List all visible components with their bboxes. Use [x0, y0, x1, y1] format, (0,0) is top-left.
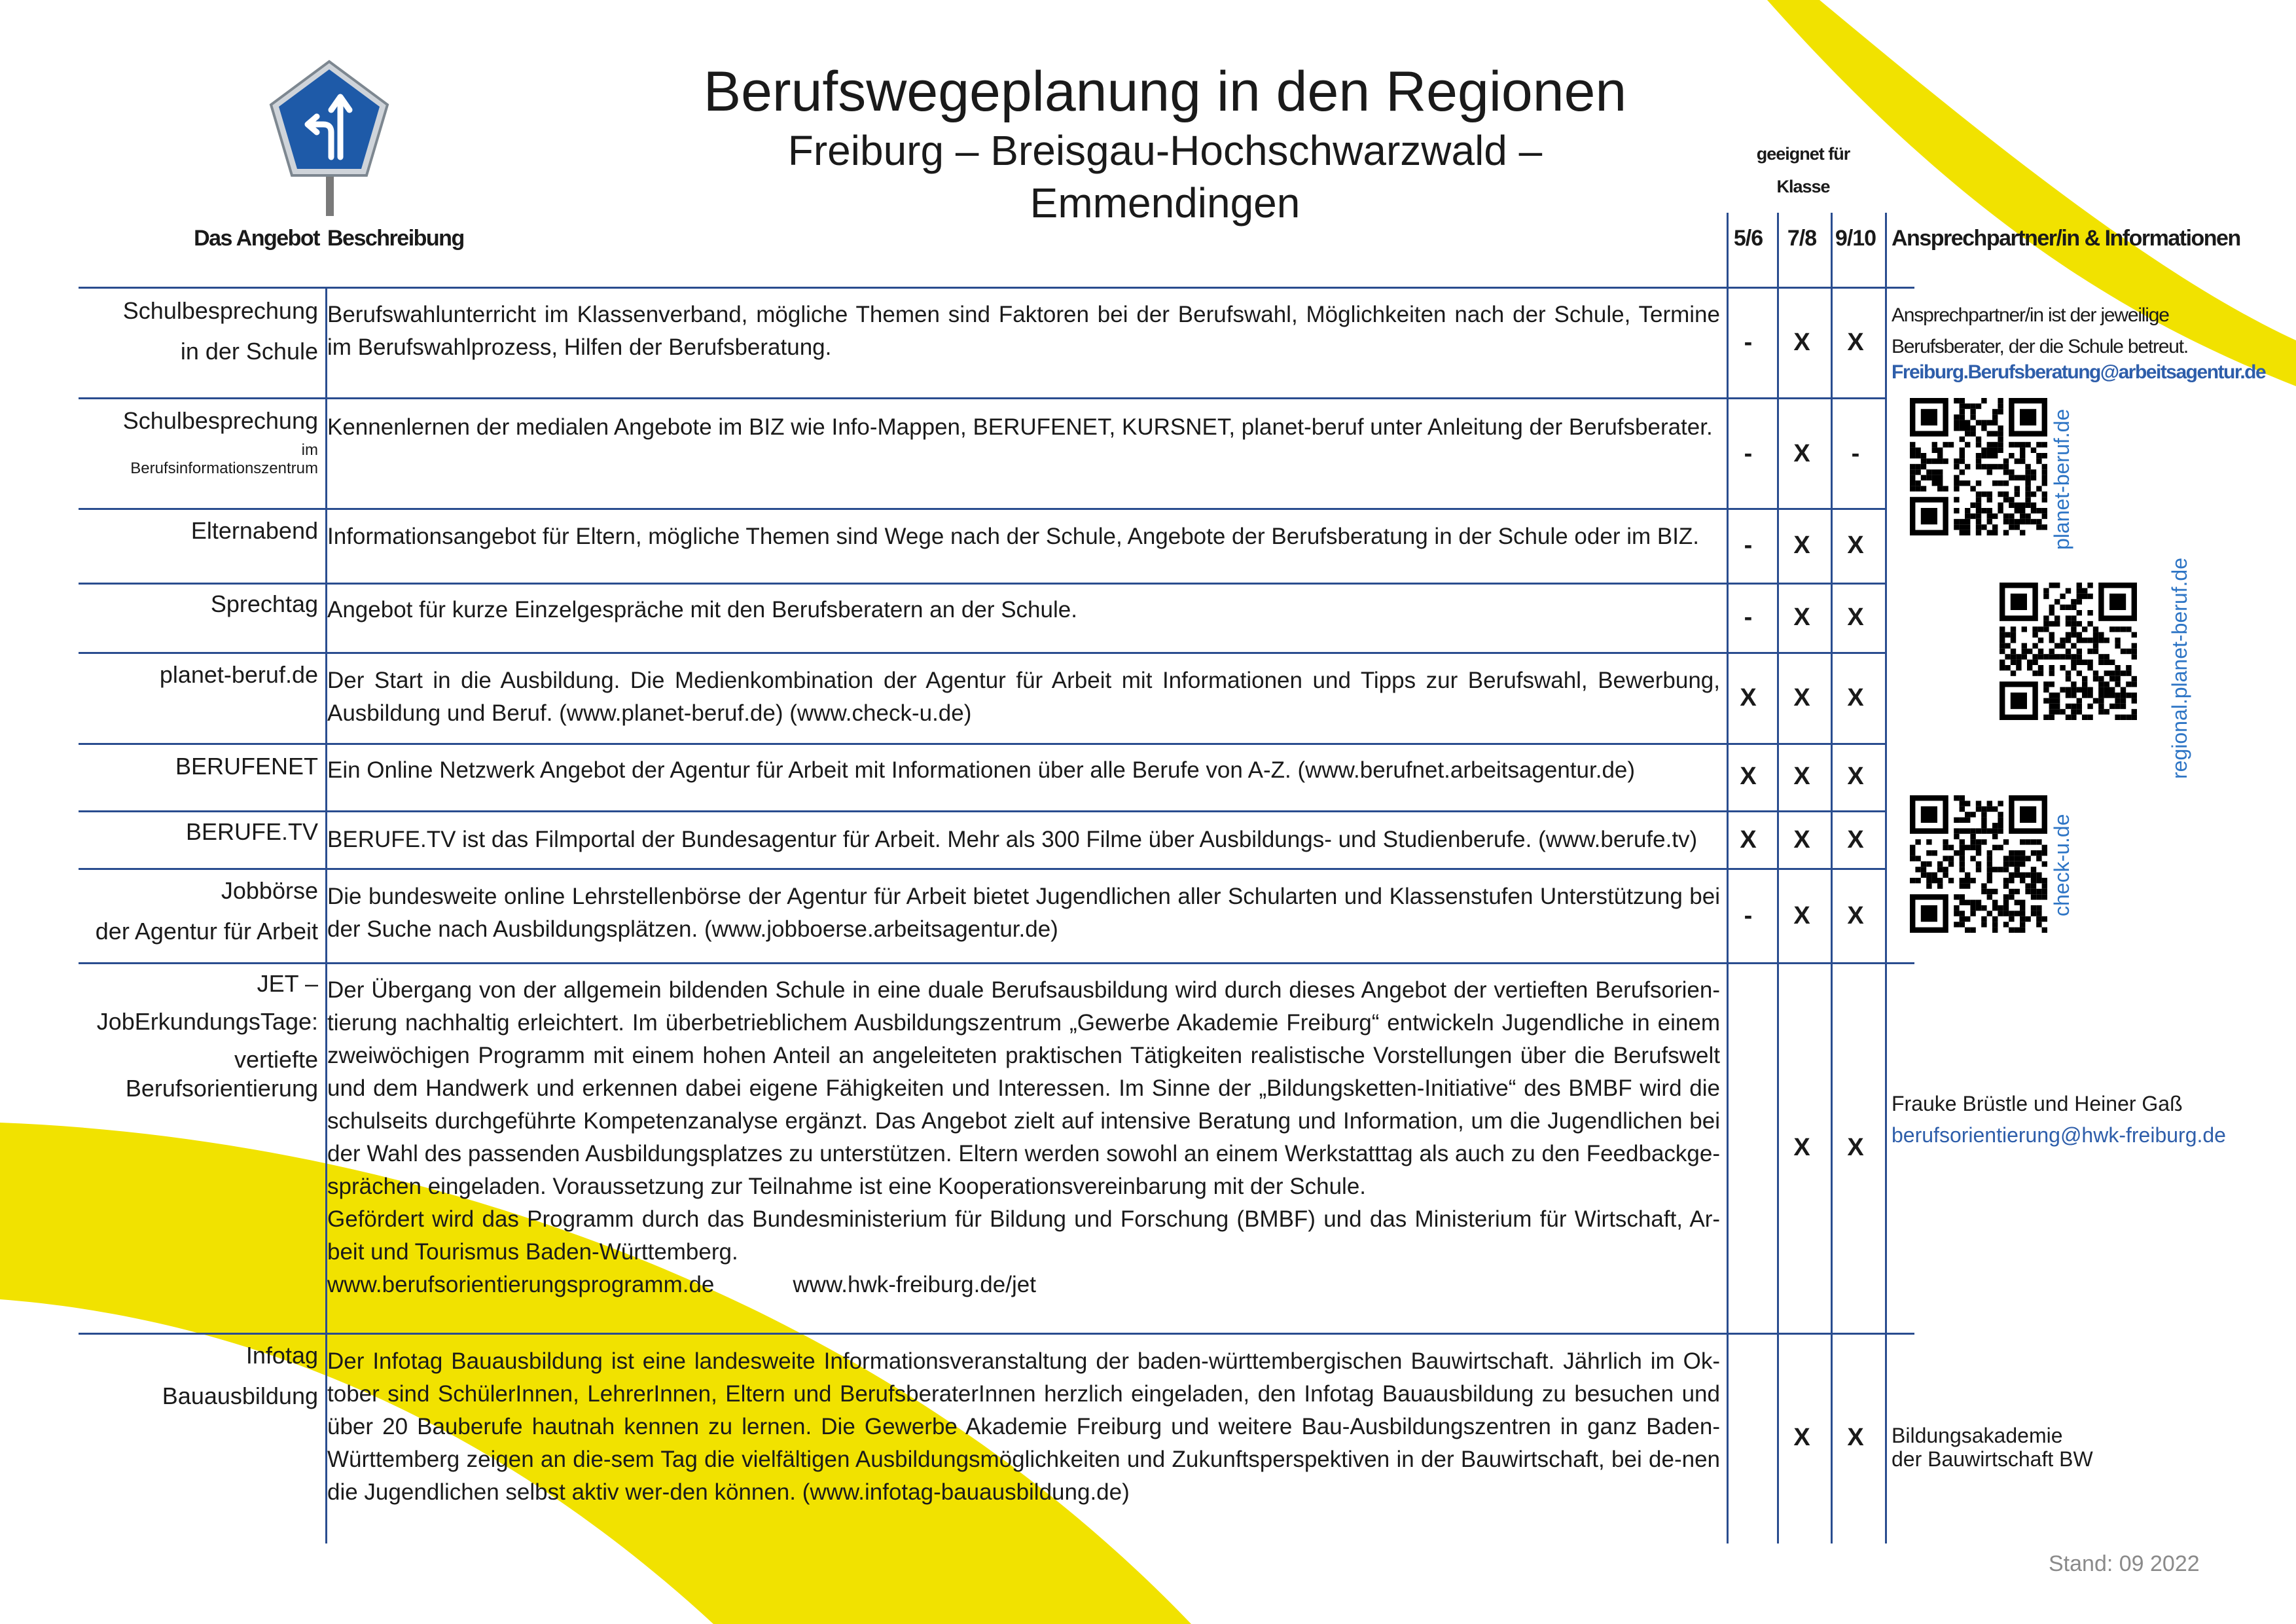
mark-k910: X [1847, 604, 1864, 631]
row-divider [79, 962, 1914, 964]
row-name: JET – JobErkundungsTage: vertiefte Berufsorientierung [96, 970, 318, 1102]
jet-urls [327, 1269, 1720, 1301]
bau-contact: Bildungsakademie der Bauwirtschaft BW [1892, 1424, 2093, 1471]
title-main: Berufswegeplanung in den Regionen [703, 60, 1627, 123]
mark-k910: X [1847, 329, 1864, 356]
mark-k78: X [1793, 532, 1810, 559]
mark-k910: X [1847, 532, 1864, 559]
page-title [655, 59, 1676, 229]
row-divider [79, 652, 1885, 654]
qr-code-check-u[interactable] [1910, 795, 2047, 933]
row-description: Kennenlernen der medialen Angebote im BIZ wie Info-Mappen, BERUFENET, KURSNET, planet-beruf unter Anleitung der Berufsberater. [327, 414, 1713, 440]
row-divider [79, 583, 1885, 585]
row-name: BERUFENET [175, 753, 318, 780]
berufsberatung-contact: Ansprechpartner/in ist der jeweilige Berufsberater, der die Schule betreut. Freiburg.Berufsberatung@arbeitsagentur.de [1892, 304, 2266, 383]
mark-k56: X [1740, 684, 1757, 712]
row-name: BERUFE.TV [185, 818, 318, 845]
row-divider [79, 868, 1885, 870]
mark-k910: - [1851, 440, 1860, 467]
row-divider [79, 810, 1885, 812]
qr-label-check-u[interactable]: check-u.de [2050, 814, 2073, 916]
mark-k78: X [1793, 826, 1810, 854]
row-divider [79, 743, 1885, 745]
qr-label-planet[interactable]: planet-beruf.de [2050, 408, 2073, 550]
row-description: Der Start in die Ausbildung. Die Medienkombination der Agentur für Arbeit mit Informationen und Tipps zur Berufswahl, Bewerbung, Ausbildung und Beruf. (www.planet-beruf.de) (www.check-u.de) [327, 668, 1720, 726]
mark-k56: - [1744, 329, 1753, 356]
mark-k910: X [1847, 684, 1864, 712]
column-divider [1831, 213, 1833, 1543]
mark-k910: X [1847, 1424, 1864, 1451]
row-name: Elternabend [190, 517, 318, 544]
jet-contact: Frauke Brüstle und Heiner Gaß berufsorientierung@hwk-freiburg.de [1892, 1090, 2226, 1149]
row-name: Schulbesprechung im Berufsinformationszentrum [122, 407, 318, 477]
mark-k78: X [1793, 604, 1810, 631]
stand-date: Stand: 09 2022 [2049, 1551, 2200, 1576]
column-divider [1885, 213, 1887, 1543]
row-name: Schulbesprechung in der Schule [122, 297, 318, 365]
url-link[interactable]: www.hwk-freiburg.de/jet [793, 1272, 1036, 1297]
row-description: Informationsangebot für Eltern, mögliche Themen sind Wege nach der Schule, Angebote der Berufsberatung in der Schule oder im BIZ. [327, 524, 1700, 549]
row-name: planet-beruf.de [159, 661, 318, 688]
row-divider [79, 1333, 1914, 1335]
mark-k78: X [1793, 1134, 1810, 1161]
mark-k56: - [1744, 604, 1753, 631]
email-link[interactable]: Freiburg.Berufsberatung@arbeitsagentur.de [1892, 361, 2266, 383]
mark-k78: X [1793, 763, 1810, 790]
mark-k910: X [1847, 902, 1864, 929]
mark-k910: X [1847, 826, 1864, 854]
qr-code-planet-beruf[interactable] [1910, 398, 2047, 535]
row-description: BERUFE.TV ist das Filmportal der Bundesagentur für Arbeit. Mehr als 300 Filme über Ausbildungs- und Studienberufe. (www.berufe.tv) [327, 827, 1698, 852]
mark-k56: X [1740, 763, 1757, 790]
column-divider [1727, 213, 1729, 1543]
mark-k78: X [1793, 902, 1810, 929]
header-ansprechpartner: Ansprechpartner/in & Informationen [1892, 226, 2240, 251]
row-name: Jobbörse der Agentur für Arbeit [95, 877, 318, 945]
row-description: Der Übergang von der allgemein bildenden Schule in eine duale Berufsausbildung wird durch dieses Angebot der vertieften Berufsorien-tierung nachhaltig erleichtert. Im überbetrieblichem Ausbildungszentrum „Gewerbe Akademie Freiburg“ entwickeln Jugendliche in einem zweiwöchigen Programm mit einem hohen Anteil an angeleiteten praktischen Tätigkeiten realistische Vorstellungen über die Berufswelt und dem Handwerk und erkennen dabei eigene Fähigkeiten und Interessen. Im Sinne der „Bildungsketten-Initiative“ des BMBF wird die schulseits durchgeführte Kompetenzanalyse ergänzt. Das Angebot zielt auf intensive Beratung und Information, um die Jugendlichen bei der Wahl des passenden Ausbildungsplatzes zu unterstützen. Eltern werden sowohl an einem Werkstatttag als auch zu den Feedbackge-sprächen eingeladen. Voraussetzung zur Teilnahme ist eine Kooperationsvereinbarung mit der Schule. Gefördert wird das Programm durch das Bundesministerium für Bildung und Forschung (BMBF) und das Ministerium für Wirtschaft, Ar-beit und Tourismus Baden-Württemberg. www.berufsorientierungsprogramm.de www.hwk-freiburg.de/jet [327, 974, 1720, 1301]
road-sign-icon [267, 59, 391, 216]
row-name: Infotag Bauausbildung [162, 1342, 318, 1409]
row-divider [79, 508, 1885, 510]
qr-code-regional[interactable] [2000, 583, 2137, 720]
column-divider [1777, 213, 1779, 1543]
geeignet-label: geeignet für Klasse [1756, 144, 1850, 196]
row-description: Angebot für kurze Einzelgespräche mit den Berufsberatern an der Schule. [327, 597, 1077, 623]
mark-k910: X [1847, 1134, 1864, 1161]
mark-k78: X [1793, 329, 1810, 356]
row-divider [79, 287, 1914, 289]
row-description: Ein Online Netzwerk Angebot der Agentur für Arbeit mit Informationen über alle Berufe von A-Z. (www.berufnet.arbeitsagentur.de) [327, 757, 1636, 783]
mark-k910: X [1847, 763, 1864, 790]
mark-k56: - [1744, 440, 1753, 467]
header-k78: 7/8 [1787, 226, 1817, 251]
row-description: Der Infotag Bauausbildung ist eine landesweite Informationsveranstaltung der baden-württembergischen Bauwirtschaft. Jährlich im Ok-tober sind SchülerInnen, LehrerInnen, Eltern und BerufsberaterInnen herzlich eingeladen, den Infotag Bauausbildung zu besuchen und über 20 Bauberufe hautnah kennen zu lernen. Die Gewerbe Akademie Freiburg und weitere Bau-Ausbildungszentren in ganz Baden-Württemberg zeigen an die-sem Tag die vielfältigen Ausbildungsmöglichkeiten und Zukunftsperspektiven in der Bauwirtschaft, bei de-nen die Jugendlichen selbst aktiv wer-den können. (www.infotag-bauausbildung.de) [327, 1348, 1720, 1505]
url-link[interactable]: www.berufsorientierungsprogramm.de [327, 1272, 715, 1297]
row-description: Berufswahlunterricht im Klassenverband, mögliche Themen sind Faktoren bei der Berufswahl, Möglichkeiten nach der Schule, Termine im Berufswahlprozess, Hilfen der Berufsberatung. [327, 302, 1720, 360]
row-name: Sprechtag [210, 590, 318, 617]
row-divider [79, 397, 1885, 399]
header-angebot: Das Angebot [194, 226, 319, 251]
header-beschreibung: Beschreibung [327, 226, 464, 251]
mark-k56: X [1740, 826, 1757, 854]
mark-k78: X [1793, 1424, 1810, 1451]
email-link[interactable]: berufsorientierung@hwk-freiburg.de [1892, 1123, 2226, 1147]
title-sub: Freiburg – Breisgau-Hochschwarzwald – Emmendingen [787, 127, 1543, 226]
mark-k56: - [1744, 902, 1753, 929]
header-k910: 9/10 [1835, 226, 1876, 251]
mark-k56: - [1744, 532, 1753, 559]
row-description: Die bundesweite online Lehrstellenbörse der Agentur für Arbeit bietet Jugendlichen aller Schularten und Klassenstufen Unterstützung bei der Suche nach Ausbildungsplätzen. (www.jobboerse.arbeitsagentur.de) [327, 884, 1720, 942]
header-k56: 5/6 [1733, 226, 1763, 251]
mark-k78: X [1793, 684, 1810, 712]
qr-label-regional[interactable]: regional.planet-beruf.de [2168, 557, 2191, 779]
mark-k78: X [1793, 440, 1810, 467]
